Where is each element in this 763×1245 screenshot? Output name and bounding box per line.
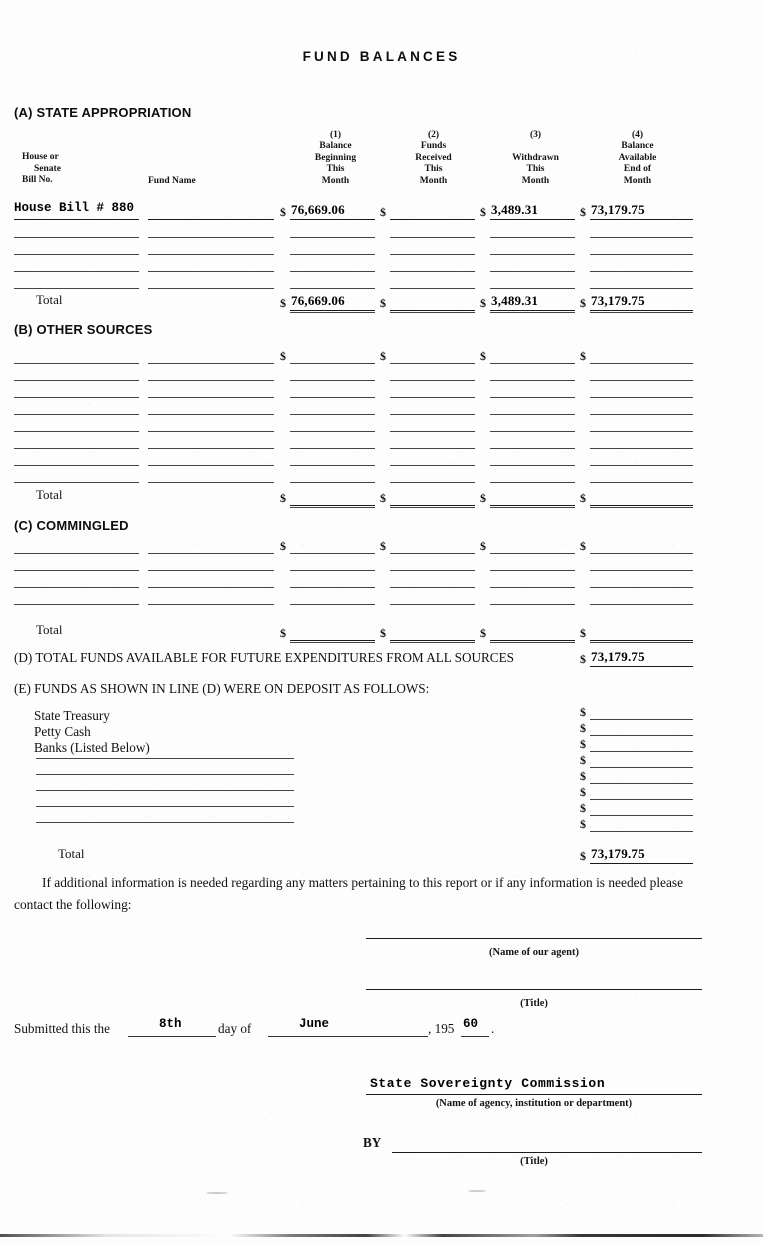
section-c-row-2-col3-rule[interactable] (490, 587, 575, 588)
section-b-row-5-col3-rule[interactable] (490, 448, 575, 449)
section-a-row-0-fundname-rule[interactable] (148, 219, 274, 220)
section-e-bank-line-0[interactable] (36, 758, 294, 759)
section-c-row-0-col1-dollar-icon: $ (280, 539, 286, 553)
section-d-heading: (D) TOTAL FUNDS AVAILABLE FOR FUTURE EXPENDITURES FROM ALL SOURCES (14, 650, 514, 665)
column-header-4 (590, 130, 685, 187)
column-header-bill-no (22, 152, 61, 187)
column-header-3-line3: Month (521, 175, 550, 186)
section-a-row-1-col1-rule[interactable] (290, 254, 375, 255)
section-a-total-col3-dollar-icon: $ (480, 296, 486, 310)
scan-edge-artifact (0, 1234, 763, 1237)
column-header-1-line2: Beginning (314, 152, 357, 163)
section-b-total-col2-dollar-icon: $ (380, 491, 386, 505)
section-e-bank-line-1[interactable] (36, 774, 294, 775)
section-b-row-4-col2-rule[interactable] (390, 431, 475, 432)
section-a-row-2-col1-rule[interactable] (290, 271, 375, 272)
section-b-row-3-col3-rule[interactable] (490, 414, 575, 415)
section-a-row-3-col2-rule[interactable] (390, 288, 475, 289)
section-e-amount-2-rule[interactable] (590, 751, 693, 752)
section-c-row-2-col4-rule[interactable] (590, 587, 693, 588)
section-b-total-label: Total (36, 487, 63, 502)
agent-title-rule[interactable] (366, 989, 702, 990)
section-e-amount-3-rule[interactable] (590, 767, 693, 768)
submitted-month-value[interactable]: June (299, 1017, 330, 1031)
section-c-row-3-col4-rule[interactable] (590, 604, 693, 605)
section-c-total-col1-dollar-icon: $ (280, 626, 286, 640)
section-e-total-rule (590, 863, 693, 864)
section-b-row-0-col3-dollar-icon: $ (480, 349, 486, 363)
section-e-bank-line-4[interactable] (36, 822, 294, 823)
section-b-row-5-billno-rule[interactable] (14, 448, 139, 449)
section-e-bank-line-2[interactable] (36, 790, 294, 791)
section-e-amount-2-dollar-icon: $ (580, 737, 586, 751)
column-header-2-line4: Month (419, 175, 448, 186)
section-a-row-2-fundname-rule[interactable] (148, 271, 274, 272)
section-c-row-3-col3-rule[interactable] (490, 604, 575, 605)
section-a-row-0-col2-dollar-icon: $ (380, 205, 386, 219)
section-c-row-0-col3-rule[interactable] (490, 553, 575, 554)
section-c-row-0-col4-dollar-icon: $ (580, 539, 586, 553)
section-c-row-0-fundname-rule[interactable] (148, 553, 274, 554)
column-header-2-line3: This (424, 164, 443, 175)
section-b-row-7-billno-rule[interactable] (14, 482, 139, 483)
section-a-row-2-col2-rule[interactable] (390, 271, 475, 272)
section-a-row-0-col1-dollar-icon: $ (280, 205, 286, 219)
section-e-heading: (E) FUNDS AS SHOWN IN LINE (D) WERE ON DEPOSIT AS FOLLOWS: (14, 681, 430, 696)
section-c-row-0-col1-rule[interactable] (290, 553, 375, 554)
section-b-row-4-col4-rule[interactable] (590, 431, 693, 432)
section-a-row-3-fundname-rule[interactable] (148, 288, 274, 289)
section-b-total-col2-rule (390, 505, 475, 506)
section-a-total-col4-rule (590, 310, 693, 311)
submitted-day-of-label: day of (218, 1021, 252, 1036)
section-e-item-1-label: Petty Cash (34, 724, 91, 739)
section-c-total-col4-rule (590, 640, 693, 641)
section-b-row-5-col2-rule[interactable] (390, 448, 475, 449)
section-c-row-1-col1-rule[interactable] (290, 570, 375, 571)
column-header-1 (288, 130, 383, 187)
column-header-1-number: (1) (329, 130, 342, 140)
section-a-row-1-billno-rule[interactable] (14, 254, 139, 255)
section-a-row-0-col2-rule[interactable] (390, 219, 475, 220)
column-header-bill-no-line3: Bill No. (22, 175, 53, 186)
section-b-row-7-col1-rule[interactable] (290, 482, 375, 483)
section-a-row-1-fundname-rule[interactable] (148, 254, 274, 255)
section-b-row-0-col3-rule[interactable] (490, 363, 575, 364)
section-a-row-3-col1-rule[interactable] (290, 288, 375, 289)
section-a-row-0-col3-rule[interactable] (490, 237, 575, 238)
section-e-amount-4-dollar-icon: $ (580, 769, 586, 783)
section-c-row-1-billno-rule[interactable] (14, 570, 139, 571)
section-b-row-6-col1-rule[interactable] (290, 465, 375, 466)
agent-title-caption: (Title) (520, 998, 548, 1009)
section-b-row-7-col3-rule[interactable] (490, 482, 575, 483)
section-a-total-col3-rule (490, 310, 575, 311)
section-c-total-col3-dollar-icon: $ (480, 626, 486, 640)
section-c-row-3-col2-rule[interactable] (390, 604, 475, 605)
section-b-row-5-fundname-rule[interactable] (148, 448, 274, 449)
column-header-3-line2: This (526, 164, 545, 175)
scan-speck-1 (206, 1192, 228, 1194)
section-d-dollar-icon: $ (580, 652, 586, 666)
section-e-amount-7-dollar-icon: $ (580, 817, 586, 831)
section-e-amount-0-rule[interactable] (590, 719, 693, 720)
section-b-row-4-col3-rule[interactable] (490, 431, 575, 432)
section-b-total-col1-double-rule (290, 507, 375, 508)
contact-paragraph (14, 872, 704, 916)
section-c-row-1-col3-rule[interactable] (490, 570, 575, 571)
section-b-row-0-col2-rule[interactable] (390, 363, 475, 364)
section-c-row-2-col1-rule[interactable] (290, 587, 375, 588)
section-e-amount-5-rule[interactable] (590, 799, 693, 800)
contact-paragraph-line-2: needed please contact the following: (14, 875, 684, 912)
column-header-2-number: (2) (427, 130, 440, 140)
by-title-caption: (Title) (520, 1156, 548, 1167)
section-e-amount-5-dollar-icon: $ (580, 785, 586, 799)
submitted-year-value[interactable]: 60 (463, 1017, 479, 1031)
section-a-row-0-billno-rule[interactable] (14, 219, 139, 220)
section-a-row-0-col1-value[interactable]: 76,669.06 (291, 202, 345, 217)
section-b-total-col3-double-rule (490, 507, 575, 508)
by-label: BY (363, 1135, 382, 1150)
section-b-row-4-billno-rule[interactable] (14, 431, 139, 432)
section-a-row-1-col2-rule[interactable] (390, 254, 475, 255)
section-c-row-0-col3-dollar-icon: $ (480, 539, 486, 553)
column-header-fund-name: Fund Name (148, 176, 196, 186)
column-header-bill-no-line1: House or (22, 152, 59, 162)
section-a-row-2-billno-rule[interactable] (14, 271, 139, 272)
section-b-total-col1-rule (290, 505, 375, 506)
section-a-total-col4-double-rule (590, 312, 693, 313)
section-a-row-0-col4-rule[interactable] (590, 237, 693, 238)
column-header-4-number: (4) (631, 130, 644, 140)
agent-name-rule[interactable] (366, 938, 702, 939)
column-header-3-line1: Withdrawn (512, 152, 559, 163)
agent-name-caption: (Name of our agent) (489, 947, 579, 958)
section-c-total-col4-double-rule (590, 642, 693, 643)
section-a-row-0-col3-value[interactable]: 3,489.31 (491, 202, 539, 217)
column-header-3 (488, 130, 583, 187)
section-c-row-3-billno-rule[interactable] (14, 604, 139, 605)
section-a-row-0-billno-rule[interactable] (14, 237, 139, 238)
section-b-row-1-col3-rule[interactable] (490, 380, 575, 381)
section-a-row-0-col2-rule[interactable] (390, 237, 475, 238)
section-e-item-0-label: State Treasury (34, 708, 110, 723)
section-b-row-0-billno-rule[interactable] (14, 363, 139, 364)
section-c-total-col2-dollar-icon: $ (380, 626, 386, 640)
section-a-row-3-col4-rule[interactable] (590, 288, 693, 289)
section-a-row-3-billno-rule[interactable] (14, 288, 139, 289)
section-a-row-0-col4-dollar-icon: $ (580, 205, 586, 219)
section-b-total-col4-double-rule (590, 507, 693, 508)
section-a-total-label: Total (36, 292, 63, 307)
section-b-row-7-col2-rule[interactable] (390, 482, 475, 483)
section-e-amount-1-dollar-icon: $ (580, 721, 586, 735)
section-e-total-value[interactable]: 73,179.75 (591, 846, 645, 861)
section-a-total-col3-double-rule (490, 312, 575, 313)
column-header-4-line1: Balance (621, 141, 654, 152)
section-b-row-1-billno-rule[interactable] (14, 380, 139, 381)
section-a-row-0-col3-rule[interactable] (490, 219, 575, 220)
page-title: FUND BALANCES (302, 49, 461, 64)
section-e-total-label: Total (58, 846, 85, 861)
section-b-row-3-fundname-rule[interactable] (148, 414, 274, 415)
section-c-row-2-billno-rule[interactable] (14, 587, 139, 588)
section-b-row-7-fundname-rule[interactable] (148, 482, 274, 483)
section-a-total-col2-double-rule (390, 312, 475, 313)
section-b-row-2-fundname-rule[interactable] (148, 397, 274, 398)
submitted-period: . (491, 1021, 495, 1036)
column-header-4-line4: Month (623, 175, 652, 186)
section-a-total-col4-value[interactable]: 73,179.75 (591, 293, 645, 308)
section-e-total-dollar-icon: $ (580, 849, 586, 863)
section-c-row-0-billno-rule[interactable] (14, 553, 139, 554)
section-c-row-0-col4-rule[interactable] (590, 553, 693, 554)
agency-name-rule[interactable] (366, 1094, 702, 1095)
column-header-1-line1: Balance (319, 141, 352, 152)
section-b-row-6-col4-rule[interactable] (590, 465, 693, 466)
contact-paragraph-line-1: If additional information is needed regarding any matters pertaining to this report or if any information is (42, 875, 605, 890)
section-b-row-5-col1-rule[interactable] (290, 448, 375, 449)
section-a-total-col1-dollar-icon: $ (280, 296, 286, 310)
section-c-heading: (C) COMMINGLED (14, 518, 129, 533)
section-c-total-col3-rule (490, 640, 575, 641)
section-c-total-col1-double-rule (290, 642, 375, 643)
section-a-total-col3-value[interactable]: 3,489.31 (491, 293, 539, 308)
agency-name-value[interactable]: State Sovereignty Commission (370, 1076, 606, 1091)
column-header-3-number: (3) (529, 130, 542, 140)
section-b-row-5-col4-rule[interactable] (590, 448, 693, 449)
section-a-total-col1-rule (290, 310, 375, 311)
section-b-row-0-col1-dollar-icon: $ (280, 349, 286, 363)
section-e-bank-line-3[interactable] (36, 806, 294, 807)
section-c-row-2-fundname-rule[interactable] (148, 587, 274, 588)
section-b-row-1-col1-rule[interactable] (290, 380, 375, 381)
section-b-row-0-col2-dollar-icon: $ (380, 349, 386, 363)
section-b-row-2-col2-rule[interactable] (390, 397, 475, 398)
section-a-row-0-col1-rule[interactable] (290, 219, 375, 220)
section-e-amount-6-dollar-icon: $ (580, 801, 586, 815)
section-a-row-0-fundname-rule[interactable] (148, 237, 274, 238)
submitted-month-rule[interactable] (268, 1036, 428, 1037)
section-b-row-1-fundname-rule[interactable] (148, 380, 274, 381)
section-b-row-6-billno-rule[interactable] (14, 465, 139, 466)
section-b-row-3-billno-rule[interactable] (14, 414, 139, 415)
agency-name-caption: (Name of agency, institution or department) (435, 1098, 633, 1109)
section-b-row-0-col4-rule[interactable] (590, 363, 693, 364)
section-c-row-1-col2-rule[interactable] (390, 570, 475, 571)
section-a-row-3-col3-rule[interactable] (490, 288, 575, 289)
section-c-row-1-fundname-rule[interactable] (148, 570, 274, 571)
section-e-amount-6-rule[interactable] (590, 815, 693, 816)
column-header-4-line2: Available (618, 152, 657, 163)
submitted-day-rule[interactable] (128, 1036, 216, 1037)
section-c-total-col1-rule (290, 640, 375, 641)
section-b-row-2-col3-rule[interactable] (490, 397, 575, 398)
section-c-total-col2-double-rule (390, 642, 475, 643)
submitted-prefix-label: Submitted this the (14, 1021, 110, 1036)
column-header-1-line3: This (326, 164, 345, 175)
section-b-total-col3-dollar-icon: $ (480, 491, 486, 505)
by-rule[interactable] (392, 1152, 702, 1153)
section-c-row-0-col2-rule[interactable] (390, 553, 475, 554)
section-b-row-6-col2-rule[interactable] (390, 465, 475, 466)
section-b-row-0-col4-dollar-icon: $ (580, 349, 586, 363)
section-a-row-2-col3-rule[interactable] (490, 271, 575, 272)
section-e-amount-3-dollar-icon: $ (580, 753, 586, 767)
column-header-bill-no-line2: Senate (34, 163, 61, 174)
section-b-row-0-fundname-rule[interactable] (148, 363, 274, 364)
section-b-row-0-col1-rule[interactable] (290, 363, 375, 364)
submitted-year-rule[interactable] (461, 1036, 489, 1037)
column-header-2-line2: Received (415, 152, 452, 163)
section-b-row-1-col4-rule[interactable] (590, 380, 693, 381)
column-header-1-line4: Month (321, 175, 350, 186)
section-c-row-2-col2-rule[interactable] (390, 587, 475, 588)
section-c-row-0-col2-dollar-icon: $ (380, 539, 386, 553)
section-b-row-6-fundname-rule[interactable] (148, 465, 274, 466)
section-b-row-3-col2-rule[interactable] (390, 414, 475, 415)
section-b-total-col4-dollar-icon: $ (580, 491, 586, 505)
section-b-row-3-col4-rule[interactable] (590, 414, 693, 415)
submitted-day-value[interactable]: 8th (159, 1017, 182, 1031)
section-a-row-0-col3-dollar-icon: $ (480, 205, 486, 219)
column-header-4-line3: End of (623, 164, 652, 175)
section-b-row-4-fundname-rule[interactable] (148, 431, 274, 432)
section-e-item-2-label: Banks (Listed Below) (34, 740, 150, 755)
section-a-row-0-col1-rule[interactable] (290, 237, 375, 238)
section-b-total-col4-rule (590, 505, 693, 506)
section-a-heading: (A) STATE APPROPRIATION (14, 105, 192, 120)
section-c-row-1-col4-rule[interactable] (590, 570, 693, 571)
section-b-row-6-col3-rule[interactable] (490, 465, 575, 466)
section-d-amount-value[interactable]: 73,179.75 (591, 649, 645, 664)
section-a-total-col1-value[interactable]: 76,669.06 (291, 293, 345, 308)
section-a-total-col2-rule (390, 310, 475, 311)
section-e-amount-0-dollar-icon: $ (580, 705, 586, 719)
section-e-amount-7-rule[interactable] (590, 831, 693, 832)
section-a-row-1-col4-rule[interactable] (590, 254, 693, 255)
section-c-total-col2-rule (390, 640, 475, 641)
section-a-total-col2-dollar-icon: $ (380, 296, 386, 310)
column-header-2-line1: Funds (420, 141, 447, 152)
section-b-heading: (B) OTHER SOURCES (14, 322, 153, 337)
section-a-total-col1-double-rule (290, 312, 375, 313)
section-d-amount-rule (590, 666, 693, 667)
section-b-row-4-col1-rule[interactable] (290, 431, 375, 432)
section-e-amount-4-rule[interactable] (590, 783, 693, 784)
section-b-row-3-col1-rule[interactable] (290, 414, 375, 415)
section-c-total-col3-double-rule (490, 642, 575, 643)
section-b-total-col3-rule (490, 505, 575, 506)
section-c-row-3-col1-rule[interactable] (290, 604, 375, 605)
section-b-total-col1-dollar-icon: $ (280, 491, 286, 505)
section-c-total-label: Total (36, 622, 63, 637)
section-c-row-3-fundname-rule[interactable] (148, 604, 274, 605)
section-b-row-2-col4-rule[interactable] (590, 397, 693, 398)
section-a-row-2-col4-rule[interactable] (590, 271, 693, 272)
section-b-row-7-col4-rule[interactable] (590, 482, 693, 483)
section-a-row-0-col4-value[interactable]: 73,179.75 (591, 202, 645, 217)
scan-speck-2 (468, 1190, 486, 1192)
section-b-total-col2-double-rule (390, 507, 475, 508)
section-e-amount-1-rule[interactable] (590, 735, 693, 736)
section-a-total-col4-dollar-icon: $ (580, 296, 586, 310)
section-c-total-col4-dollar-icon: $ (580, 626, 586, 640)
section-a-row-1-col3-rule[interactable] (490, 254, 575, 255)
submitted-year-prefix-label: , 195 (428, 1021, 455, 1036)
column-header-2 (386, 130, 481, 187)
section-b-row-1-col2-rule[interactable] (390, 380, 475, 381)
section-b-row-2-billno-rule[interactable] (14, 397, 139, 398)
section-a-bill-no-value[interactable]: House Bill # 880 (14, 201, 135, 215)
section-b-row-2-col1-rule[interactable] (290, 397, 375, 398)
section-a-row-0-col4-rule[interactable] (590, 219, 693, 220)
